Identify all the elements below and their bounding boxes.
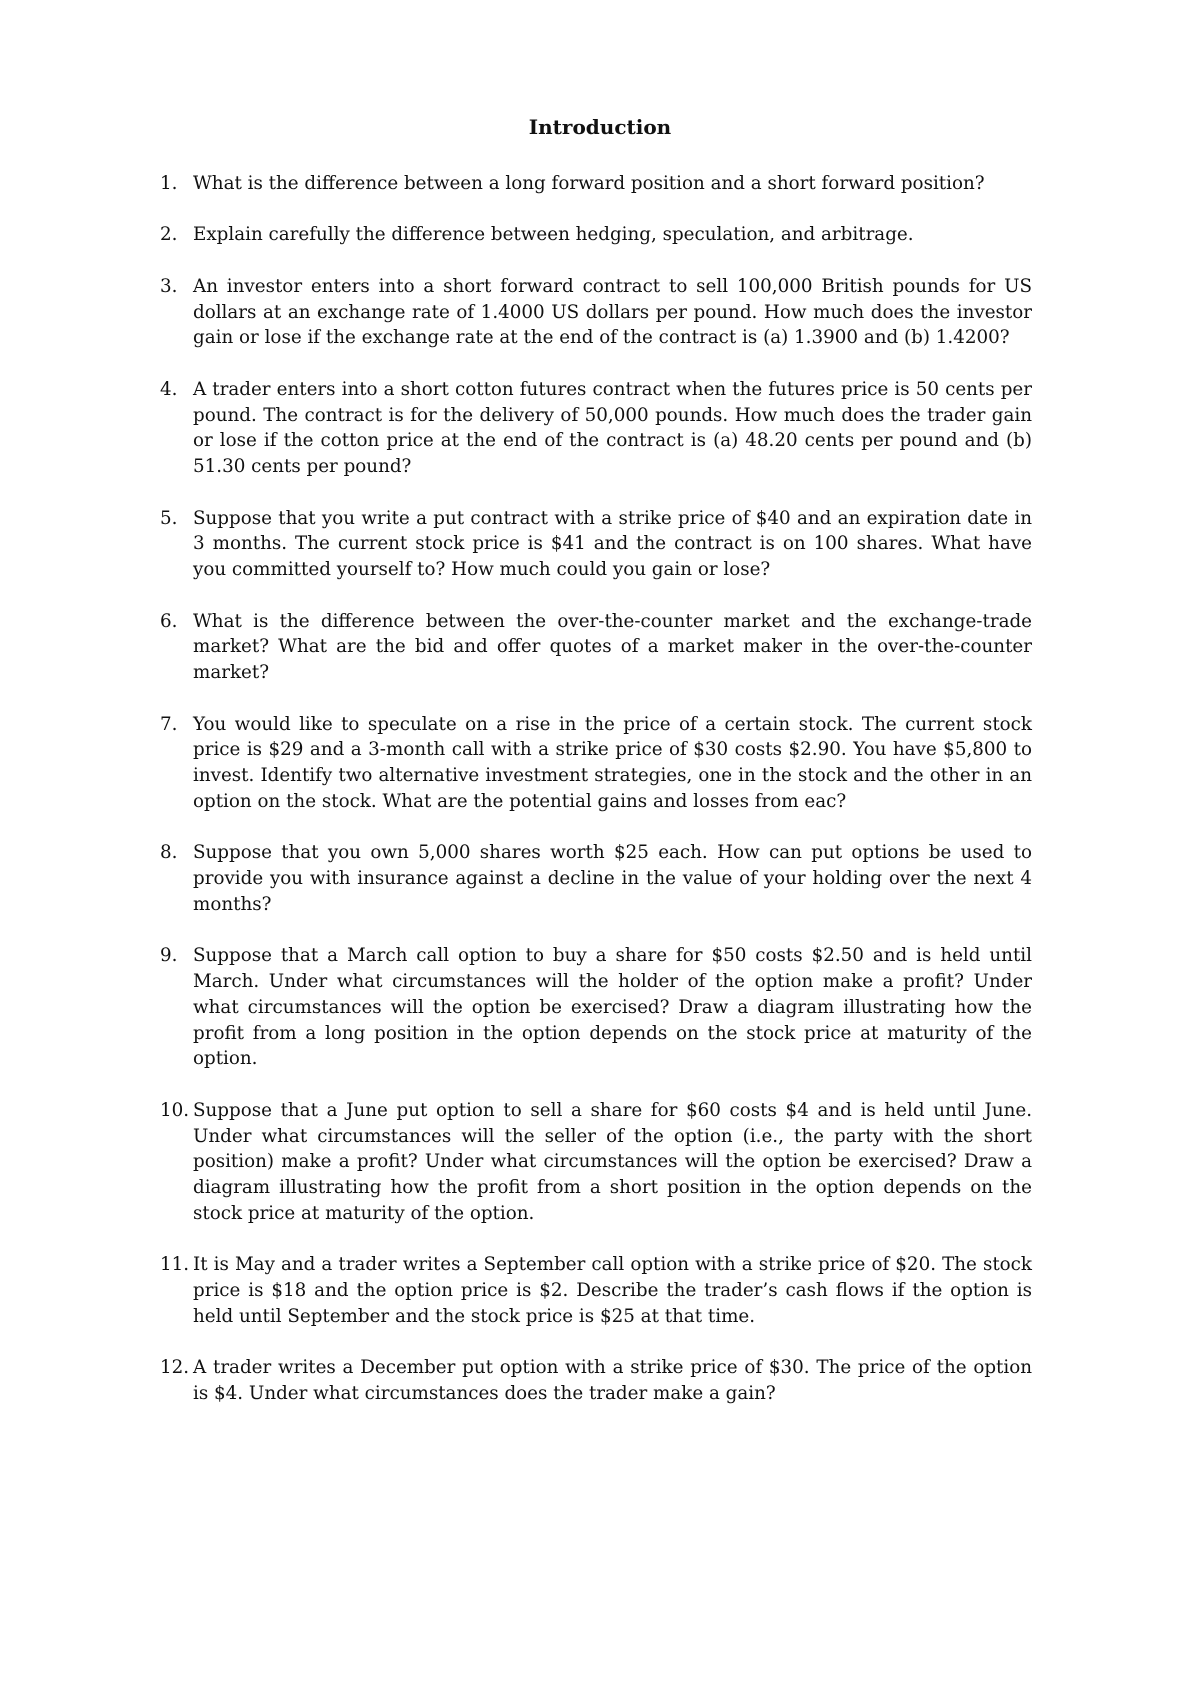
question-text: A trader writes a December put option with a strike price of $30. The price of the option is $4. Under what circumstances does the trader make a gain? <box>193 1357 1032 1405</box>
question-text: Suppose that you own 5,000 shares worth $25 each. How can put options be used to provide you with insurance against a decline in the value of your holding over the next 4 months? <box>193 842 1032 915</box>
page-title: Introduction <box>528 115 672 139</box>
question-number: 10. <box>160 1099 190 1121</box>
question-item-5 <box>160 506 1032 583</box>
question-item-9 <box>160 943 1032 1072</box>
question-text: An investor enters into a short forward contract to sell 100,000 British pounds for US dollars at an exchange rate of 1.4000 US dollars per pound. How much does the investor gain or lose if the exchange rate at the end of the contract is (a) 1.3900 and (b) 1.4200? <box>193 275 1032 349</box>
question-item-12 <box>160 1355 1032 1407</box>
question-text: What is the difference between a long forward position and a short forward position? <box>193 173 985 194</box>
question-number: 8. <box>160 842 178 864</box>
question-number: 5. <box>160 507 178 529</box>
question-number: 4. <box>160 378 178 400</box>
question-item-3 <box>160 274 1032 351</box>
question-item-8 <box>160 840 1032 917</box>
question-list <box>160 171 1032 1433</box>
question-text: You would like to speculate on a rise in the price of a certain stock. The current stock price is $29 and a 3-month call with a strike price of $30 costs $2.90. You have $5,800 to invest. Identify two alternative investment strategies, one in the stock and the other in an option on the stock. What are the potential gains and losses from eac? <box>193 713 1032 812</box>
question-item-7 <box>160 712 1032 815</box>
question-item-4 <box>160 377 1032 480</box>
question-number: 2. <box>160 224 178 246</box>
question-text: Explain carefully the difference between hedging, speculation, and arbitrage. <box>193 224 914 246</box>
question-number: 1. <box>160 173 178 194</box>
question-number: 6. <box>160 610 178 632</box>
question-number: 11. <box>160 1254 190 1276</box>
question-item-10 <box>160 1098 1032 1227</box>
question-text: What is the difference between the over-the-counter market and the exchange-trade market? What are the bid and offer quotes of a market maker in the over-the-counter market? <box>193 610 1032 684</box>
question-item-6 <box>160 609 1032 686</box>
question-text: It is May and a trader writes a September call option with a strike price of $20. The stock price is $18 and the option price is $2. Describe the trader’s cash flows if the option is held until September and the stock price is $25 at that time. <box>193 1254 1032 1328</box>
question-number: 7. <box>160 713 178 735</box>
question-number: 12. <box>160 1357 190 1379</box>
question-number: 3. <box>160 275 178 297</box>
question-text: Suppose that a June put option to sell a share for $60 costs $4 and is held until June. Under what circumstances will the seller of the option (i.e., the party with the short position) make a profit? Under what circumstances will the option be exercised? Draw a diagram illustrating how the profit from a short position in the option depends on the stock price at maturity of the option. <box>193 1099 1032 1225</box>
question-text: A trader enters into a short cotton futures contract when the futures price is 50 cents per pound. The contract is for the delivery of 50,000 pounds. How much does the trader gain or lose if the cotton price at the end of the contract is (a) 48.20 cents per pound and (b) 51.30 cents per pound? <box>193 378 1032 478</box>
question-item-2 <box>160 222 1032 248</box>
question-text: Suppose that you write a put contract with a strike price of $40 and an expiration date in 3 months. The current stock price is $41 and the contract is on 100 shares. What have you committed yourself to? How much could you gain or lose? <box>193 507 1032 581</box>
question-item-11 <box>160 1252 1032 1329</box>
question-text: Suppose that a March call option to buy a share for $50 costs $2.50 and is held until March. Under what circumstances will the holder of the option make a profit? Under what circumstances will the option be exercised? Draw a diagram illustrating how the profit from a long position in the option depends on the stock price at maturity of the option. <box>193 945 1032 1070</box>
question-number: 9. <box>160 945 178 967</box>
question-item-1 <box>160 171 1032 197</box>
